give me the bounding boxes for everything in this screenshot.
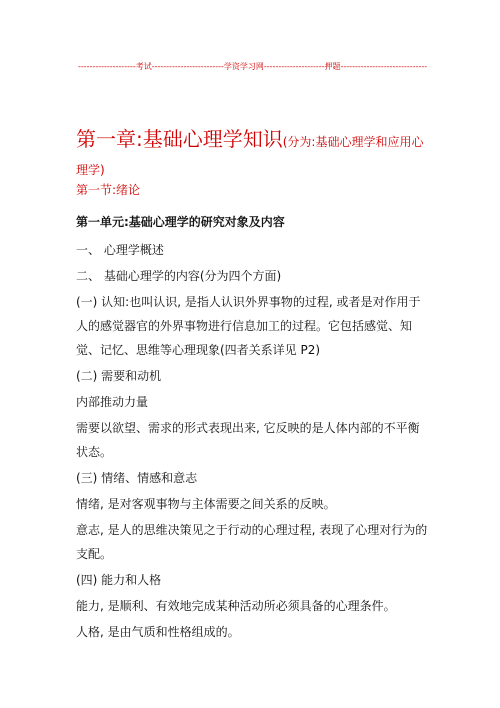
document-body bbox=[76, 210, 428, 644]
list-item: 一、 心理学概述 bbox=[76, 243, 164, 257]
chapter-title-continuation: 理学) bbox=[76, 163, 105, 177]
list-item: (二) 需要和动机 bbox=[76, 369, 162, 383]
section-heading: 第一节:绪论 bbox=[76, 183, 141, 197]
chapter-title-paren: (分为:基础心理学和应用心 bbox=[282, 135, 424, 149]
unit-heading: 第一单元:基础心理学的研究对象及内容 bbox=[76, 215, 285, 229]
list-item: 二、 基础心理学的内容(分为四个方面) bbox=[76, 269, 282, 283]
chapter-title-main: 第一章:基础心理学知识 bbox=[76, 127, 283, 151]
paragraph: 人格, 是由气质和性格组成的。 bbox=[76, 625, 240, 639]
list-item: (三) 情绪、情感和意志 bbox=[76, 471, 198, 485]
paragraph: 内部推动力量 bbox=[76, 395, 149, 409]
paragraph: 需要以欲望、需求的形式表现出来, 它反映的是人体内部的不平衡状态。 bbox=[76, 421, 420, 459]
paragraph: 情绪, 是对客观事物与主体需要之间关系的反映。 bbox=[76, 497, 336, 511]
page-header-banner: --------------------考试-------------------------学资学习网---------------------押题------------------------------ bbox=[78, 62, 428, 71]
paragraph: 意志, 是人的思维决策见之于行动的心理过程, 表现了心理对行为的支配。 bbox=[76, 523, 428, 561]
paragraph: (一) 认知:也叫认识, 是指人认识外界事物的过程, 或者是对作用于人的感觉器官的外界事物进行信息加工的过程。它包括感觉、知觉、记忆、思维等心理现象(四者关系详见 P2) bbox=[76, 295, 421, 357]
paragraph: 能力, 是顺利、有效地完成某种活动所必须具备的心理条件。 bbox=[76, 599, 396, 613]
chapter-title bbox=[76, 126, 432, 183]
list-item: (四) 能力和人格 bbox=[76, 573, 162, 587]
